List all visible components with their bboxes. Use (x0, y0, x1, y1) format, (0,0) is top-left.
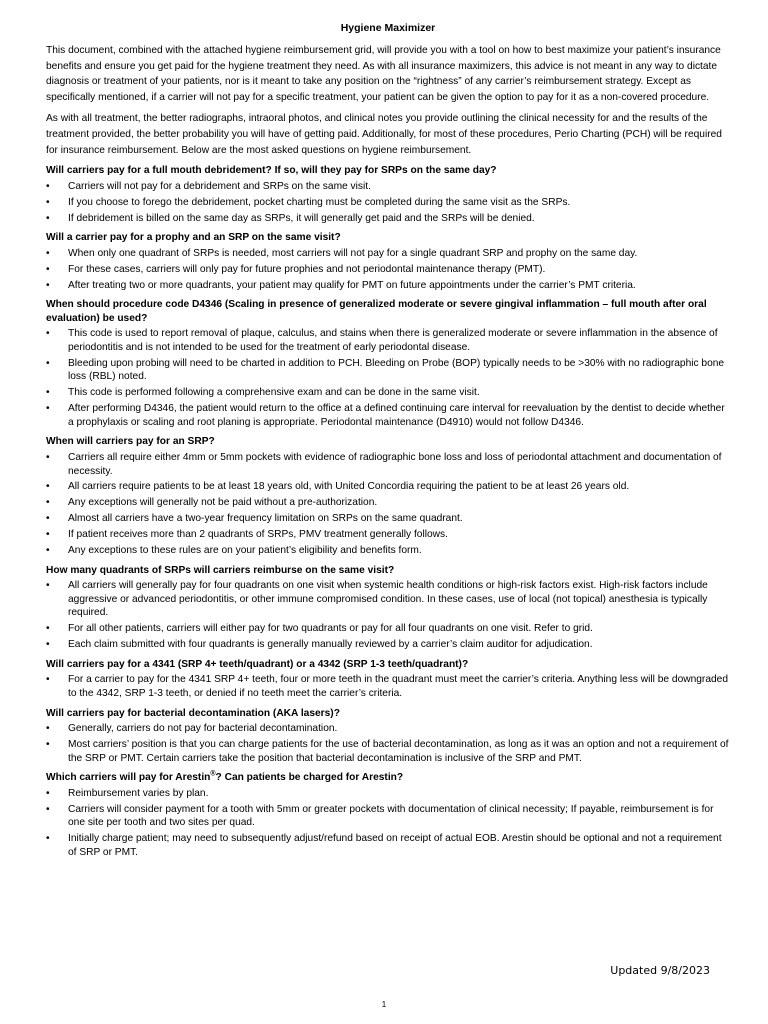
faq-section (46, 771, 730, 859)
intro-paragraph-1: This document, combined with the attached hygiene reimbursement grid, will provide you with a tool on how to best maximize your patient’s insurance benefits and ensure you get paid for the hygiene treatment they need. As with all insurance maximizers, this advice is not meant in any way to dictate diagnosis or treatment of your patients, nor is it meant to take any position on the “rightness” of any carrier’s reimbursement strategy. Except as specifically mentioned, if a carrier will not pay for a specific treatment, your patient can be given the option to pay for it as a non-covered procedure. (46, 45, 721, 103)
page-number: 1 (381, 1000, 387, 1009)
bullet-icon: • (46, 279, 50, 291)
list-item (46, 212, 730, 226)
bullet-list (46, 722, 730, 765)
list-item-text: After treating two or more quadrants, your patient may qualify for PMT on future appointments under the carrier’s PMT criteria. (68, 279, 636, 291)
bullet-icon: • (46, 481, 50, 493)
bullet-list (46, 787, 730, 860)
faq-section (46, 564, 730, 652)
bullet-icon: • (46, 787, 50, 799)
list-item-text: When only one quadrant of SRPs is needed, most carriers will not pay for a single quadrant SRP and prophy on the same day. (68, 247, 638, 259)
bullet-list (46, 673, 730, 700)
list-item-text: This code is performed following a comprehensive exam and can be done in the same visit. (68, 387, 480, 399)
list-item-text: Carriers all require either 4mm or 5mm pockets with evidence of radiographic bone loss and loss of periodontal attachment and documentation of necessity. (68, 451, 722, 477)
list-item (46, 180, 730, 194)
faq-question (46, 771, 730, 785)
list-item (46, 544, 730, 558)
intro-paragraph-2: As with all treatment, the better radiographs, intraoral photos, and clinical notes you provide outlining the clinical necessity for and the results of the treatment provided, the better probability you will have of getting paid. Additionally, for most of these procedures, Perio Charting (PCH) will be required for insurance reimbursement. Below are the most asked questions on hygiene reimbursement. (46, 113, 722, 156)
list-item-text: Any exceptions to these rules are on your patient’s eligibility and benefits form. (68, 544, 422, 556)
bullet-icon: • (46, 451, 50, 463)
list-item (46, 673, 730, 700)
bullet-icon: • (46, 803, 50, 815)
bullet-icon: • (46, 247, 50, 259)
bullet-icon: • (46, 497, 50, 509)
faq-question: When will carriers pay for an SRP? (46, 436, 215, 448)
list-item-text: Any exceptions will generally not be paid without a pre-authorization. (68, 497, 378, 509)
bullet-icon: • (46, 723, 50, 735)
bullet-list (46, 579, 730, 652)
bullet-icon: • (46, 529, 50, 541)
list-item (46, 357, 730, 384)
faq-section (46, 231, 730, 292)
list-item-text: For these cases, carriers will only pay for future prophies and not periodontal maintenance therapy (PMT). (68, 263, 546, 275)
list-item (46, 738, 730, 765)
faq-section (46, 164, 730, 225)
bullet-icon: • (46, 196, 50, 208)
faq-sections (46, 164, 730, 859)
bullet-list (46, 327, 730, 429)
faq-question: Will carriers pay for a full mouth debridement? If so, will they pay for SRPs on the same day? (46, 165, 497, 177)
list-item (46, 327, 730, 354)
bullet-icon: • (46, 738, 50, 750)
bullet-icon: • (46, 544, 50, 556)
list-item-text: Most carriers’ position is that you can charge patients for the use of bacterial decontamination, as long as it was an option and not a requirement of the SRP or PMT. Certain carriers take the position that bacterial decontamination is inclusive of the SRP and PMT. (68, 738, 729, 764)
list-item-text: Bleeding upon probing will need to be charted in addition to PCH. Bleeding on Probe (BOP) typically needs to be >30% with no radiographic bone loss (RBL) noted. (68, 357, 725, 383)
list-item-text: After performing D4346, the patient would return to the office at a defined continuing care interval for reevaluation by the dentist to decide whether a prophylaxis or scaling and root planing is appropriate. Periodontal maintenance (D4910) would not follow D4346. (68, 403, 725, 428)
list-item-text: Generally, carriers do not pay for bacterial decontamination. (68, 723, 338, 735)
bullet-icon: • (46, 674, 50, 686)
list-item-text: All carriers will generally pay for four quadrants on one visit when systemic health conditions or high-risk factors exist. High-risk factors include aggressive or advanced periodontitis, or other immune compromised condition. In these cases, use of local (not topical) anesthesia is typically required. (68, 580, 708, 619)
list-item (46, 196, 730, 210)
question-text-end: ? Can patients be charged for Arestin? (215, 772, 404, 784)
bullet-icon: • (46, 387, 50, 399)
bullet-icon: • (46, 357, 50, 369)
registered-mark: ® (210, 770, 216, 778)
list-item (46, 279, 730, 293)
bullet-icon: • (46, 263, 50, 275)
list-item (46, 386, 730, 400)
list-item-text: For a carrier to pay for the 4341 SRP 4+ teeth, four or more teeth in the quadrant must meet the carrier’s criteria. Anything less will be downgraded to the 4342, SRP 1-3 teeth, or denied if no teeth meet the carrier’s criteria. (68, 674, 728, 699)
list-item-text: Almost all carriers have a two-year frequency limitation on SRPs on the same quadrant. (68, 513, 463, 525)
bullet-list (46, 451, 730, 558)
list-item (46, 480, 730, 494)
list-item (46, 803, 730, 830)
list-item-text: Each claim submitted with four quadrants is generally manually reviewed by a carrier’s claim auditor for adjudication. (68, 639, 593, 651)
faq-question: Will carriers pay for bacterial decontamination (AKA lasers)? (46, 707, 340, 719)
list-item (46, 832, 730, 859)
faq-section (46, 658, 730, 701)
bullet-icon: • (46, 580, 50, 592)
list-item (46, 512, 730, 526)
faq-section (46, 435, 730, 557)
list-item-text: If you choose to forego the debridement, pocket charting must be completed during the same visit as the SRPs. (68, 196, 571, 208)
list-item (46, 247, 730, 261)
list-item-text: If patient receives more than 2 quadrants of SRPs, PMV treatment generally follows. (68, 529, 448, 541)
bullet-icon: • (46, 180, 50, 192)
list-item-text: All carriers require patients to be at least 18 years old, with United Concordia requiring the patient to be at least 26 years old. (68, 481, 630, 493)
list-item (46, 496, 730, 510)
bullet-icon: • (46, 403, 50, 415)
list-item (46, 722, 730, 736)
faq-question: How many quadrants of SRPs will carriers reimburse on the same visit? (46, 564, 395, 576)
updated-date: Updated 9/8/2023 (610, 964, 710, 977)
bullet-icon: • (46, 513, 50, 525)
list-item (46, 579, 730, 620)
bullet-icon: • (46, 639, 50, 651)
bullet-icon: • (46, 212, 50, 224)
bullet-icon: • (46, 623, 50, 635)
faq-question: Will a carrier pay for a prophy and an SRP on the same visit? (46, 232, 341, 244)
bullet-list (46, 247, 730, 292)
list-item-text: If debridement is billed on the same day as SRPs, it will generally get paid and the SRPs will be denied. (68, 212, 535, 224)
list-item-text: Carriers will consider payment for a tooth with 5mm or greater pockets with documentation of clinical necessity; If payable, reimbursement is for one site per tooth and two sites per quad. (68, 803, 714, 829)
list-item-text: Initially charge patient; may need to subsequently adjust/refund based on receipt of actual EOB. Arestin should be optional and not a requirement of SRP or PMT. (68, 833, 722, 858)
bullet-list (46, 180, 730, 225)
faq-section (46, 298, 730, 429)
document-title: Hygiene Maximizer (340, 22, 436, 34)
list-item-text: For all other patients, carriers will either pay for two quadrants or pay for all four quadrants on one visit. Refer to grid. (68, 623, 593, 635)
list-item-text: Carriers will not pay for a debridement and SRPs on the same visit. (68, 180, 371, 192)
faq-question: Will carriers pay for a 4341 (SRP 4+ teeth/quadrant) or a 4342 (SRP 1-3 teeth/quadrant)? (46, 658, 469, 670)
question-text-start: Which carriers will pay for Arestin (46, 772, 211, 784)
list-item (46, 263, 730, 277)
list-item (46, 787, 730, 801)
list-item (46, 622, 730, 636)
list-item (46, 402, 730, 429)
list-item (46, 451, 730, 478)
list-item (46, 638, 730, 652)
list-item (46, 528, 730, 542)
list-item-text: This code is used to report removal of plaque, calculus, and stains when there is generalized moderate or severe inflammation in the absence of periodontitis and is not intended to be used for the treatment of early periodontal disease. (68, 328, 718, 353)
faq-question: When should procedure code D4346 (Scaling in presence of generalized moderate or severe gingival inflammation – full mouth after oral evaluation) be used? (46, 299, 707, 324)
bullet-icon: • (46, 328, 50, 340)
list-item-text: Reimbursement varies by plan. (68, 787, 209, 799)
bullet-icon: • (46, 833, 50, 845)
faq-section (46, 707, 730, 766)
